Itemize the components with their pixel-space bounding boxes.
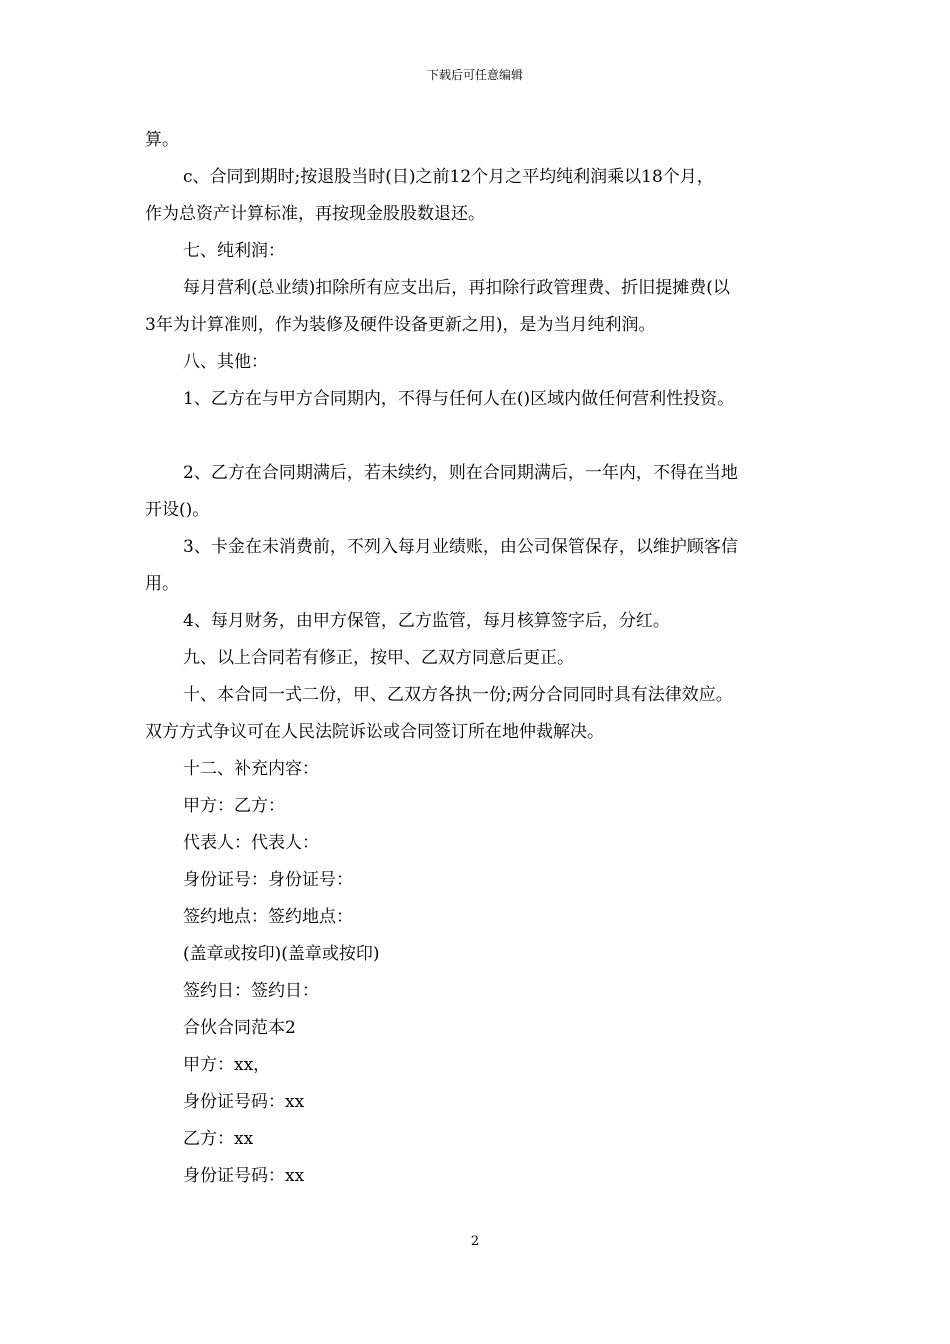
signature-line: 签约地点：签约地点： [183, 907, 353, 927]
signature-line: 身份证号：身份证号： [183, 870, 353, 890]
paragraph: 1、乙方在与甲方合同期内，不得与任何人在()区域内做任何营利性投资。 [183, 389, 735, 409]
party-line: 甲方：xx， [183, 1055, 271, 1075]
signature-line: (盖章或按印)(盖章或按印) [183, 944, 380, 964]
paragraph: 作为总资产计算标准，再按现金股股数退还。 [145, 204, 485, 224]
section-heading: 十二、补充内容： [183, 759, 319, 779]
paragraph: 2、乙方在合同期满后，若未续约，则在合同期满后，一年内，不得在当地 [183, 463, 738, 483]
party-line: 身份证号码：xx [183, 1166, 305, 1186]
paragraph: 3年为计算准则，作为装修及硬件设备更新之用)，是为当月纯利润。 [145, 315, 656, 335]
paragraph: 算。 [145, 130, 179, 150]
paragraph: 每月营利(总业绩)扣除所有应支出后，再扣除行政管理费、折旧提摊费(以 [183, 278, 730, 298]
party-line: 乙方：xx [183, 1129, 254, 1149]
document-title: 合伙合同范本2 [183, 1018, 296, 1038]
signature-line: 签约日：签约日： [183, 981, 319, 1001]
section-heading: 八、其他： [183, 352, 268, 372]
paragraph: 用。 [145, 574, 179, 594]
page-header: 下载后可任意编辑 [426, 68, 523, 82]
signature-line: 代表人：代表人： [183, 833, 319, 853]
party-line: 身份证号码：xx [183, 1092, 305, 1112]
paragraph: c、合同到期时;按退股当时(日)之前12个月之平均纯利润乘以18个月， [183, 167, 714, 187]
paragraph: 十、本合同一式二份，甲、乙双方各执一份;两分合同同时具有法律效应。 [183, 685, 733, 705]
signature-line: 甲方：乙方： [183, 796, 285, 816]
paragraph: 九、以上合同若有修正，按甲、乙双方同意后更正。 [183, 648, 574, 668]
paragraph: 3、卡金在未消费前，不列入每月业绩账，由公司保管保存，以维护顾客信 [183, 537, 738, 557]
document-body [145, 122, 813, 1195]
paragraph: 双方方式争议可在人民法院诉讼或合同签订所在地仲裁解决。 [145, 722, 604, 742]
paragraph: 4、每月财务，由甲方保管，乙方监管，每月核算签字后，分红。 [183, 611, 670, 631]
paragraph: 开设()。 [145, 500, 210, 520]
section-heading: 七、纯利润： [183, 241, 285, 261]
page-number: 2 [470, 1234, 480, 1249]
